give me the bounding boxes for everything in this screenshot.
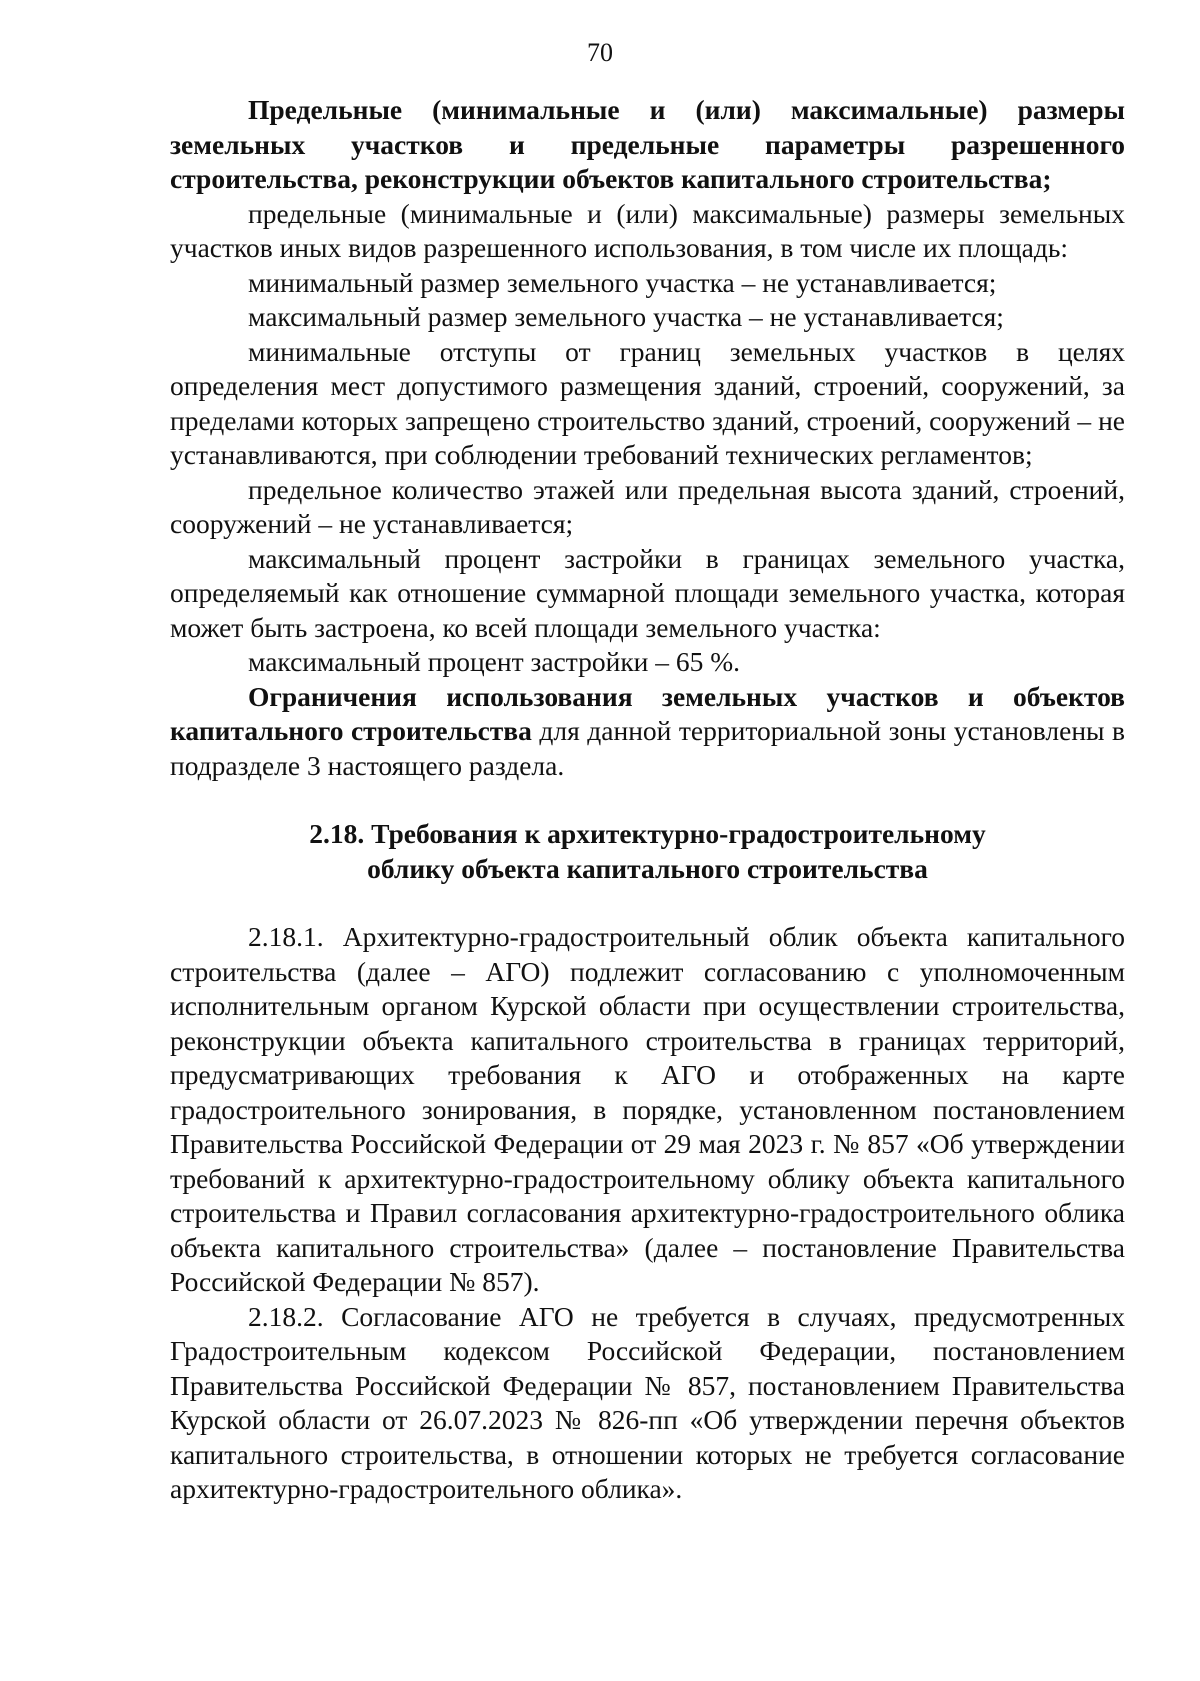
paragraph-max-size: максимальный размер земельного участка – не устанавливается; [248, 301, 1004, 332]
paragraph-min-size: минимальный размер земельного участка – не устанавливается; [248, 266, 997, 298]
document-body [170, 93, 1125, 1507]
section-heading-limits: Предельные (минимальные и (или) максимальные) размеры земельных участков и предельные параметры разрешенного строительства, реконструкции объектов капитального строительства; [170, 94, 1125, 194]
paragraph-build-percent-value: максимальный процент застройки – 65 %. [248, 646, 741, 677]
paragraph-plot-sizes: предельные (минимальные и (или) максимальные) размеры земельных участков иных видов разрешенного использования, в том числе их площадь: [170, 197, 1125, 263]
paragraph-floors: предельное количество этажей или предельная высота зданий, строений, сооружений – не устанавливается; [170, 473, 1125, 539]
restrictions-text: для данной территориальной зоны установлены в подразделе 3 настоящего раздела. [170, 715, 1126, 781]
paragraph-2-18-2: 2.18.2. Согласование АГО не требуется в случаях, предусмотренных Градостроительным кодексом Российской Федерации, постановлением Правительства Российской Федерации № 857, постановлением Правительства Курской области от 26.07.2023 № 826-пп «Об утверждении перечня объектов капитального строительства, в отношении которых не требуется согласование архитектурно-градостроительного облика». [170, 1300, 1125, 1504]
section-gap [170, 886, 1125, 920]
paragraph-setbacks: минимальные отступы от границ земельных участков в целях определения мест допустимого размещения зданий, строений, сооружений, за пределами которых запрещено строительство зданий, строений, сооружений – не устанавливаются, при соблюдении требований технических регламентов; [170, 335, 1125, 470]
page-number: 70 [587, 38, 613, 67]
section-heading-2-18-line1: 2.18. Требования к архитектурно-градостроительному [309, 818, 986, 849]
paragraph-build-percent: максимальный процент застройки в границах земельного участка, определяемый как отношение суммарной площади земельного участка, которая может быть застроена, ко всей площади земельного участка: [170, 542, 1125, 643]
section-heading-2-18-line2: облику объекта капитального строительства [367, 852, 928, 884]
paragraph-restrictions [170, 680, 1125, 784]
restrictions-bold-text: Ограничения использования земельных участков и объектов капитального строительства [170, 680, 1125, 746]
paragraph-2-18-1: 2.18.1. Архитектурно-градостроительный облик объекта капитального строительства (далее – АГО) подлежит согласованию с уполномоченным исполнительным органом Курской области при осуществлении строительства, реконструкции объекта капитального строительства в границах территорий, предусматривающих требования к АГО и отображенных на карте градостроительного зонирования, в порядке, установленном постановлением Правительства Российской Федерации от 29 мая 2023 г. № 857 «Об утверждении требований к архитектурно-градостроительному облику объекта капитального строительства и Правил согласования архитектурно-градостроительного облика объекта капитального строительства» (далее – постановление Правительства Российской Федерации № 857). [170, 921, 1125, 1297]
section-gap [170, 783, 1125, 817]
